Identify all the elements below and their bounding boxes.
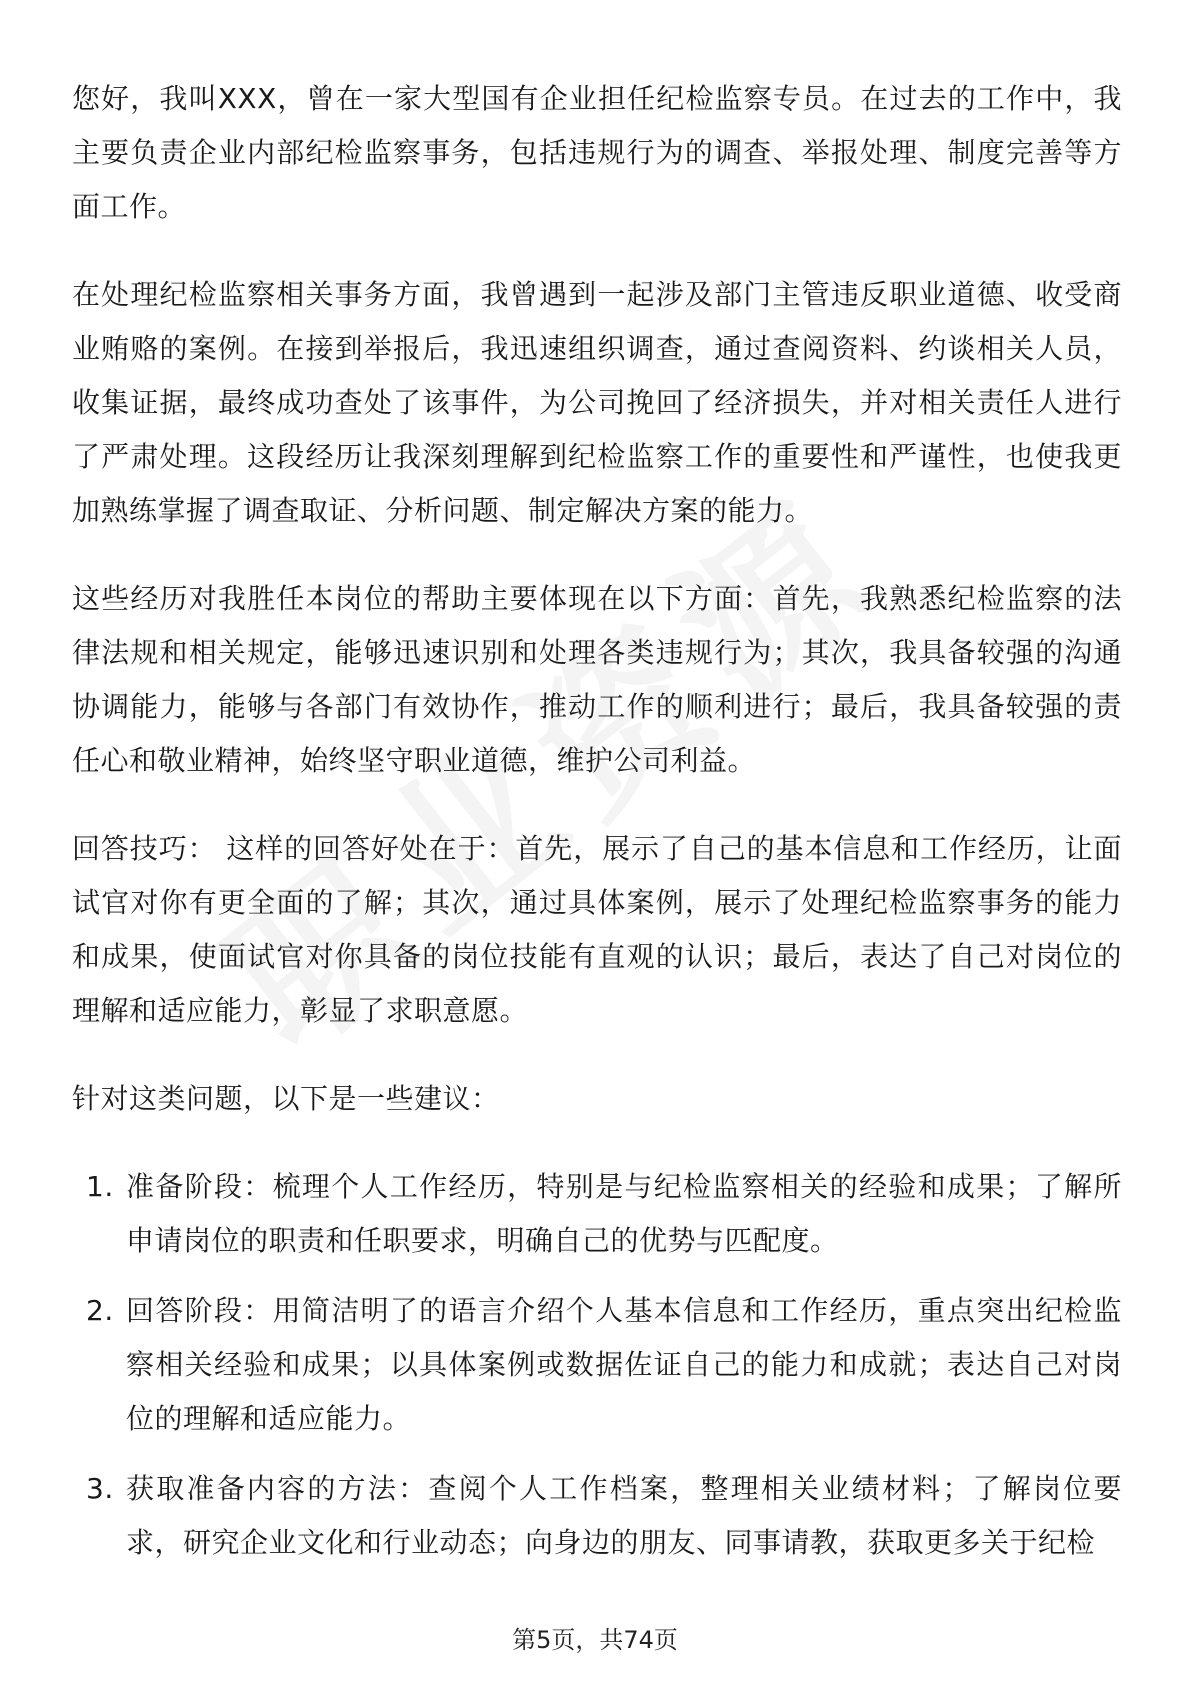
list-item bbox=[72, 1284, 1122, 1446]
list-item-text: 获取准备内容的方法：查阅个人工作档案，整理相关业绩材料；了解岗位要求，研究企业文化和行业动态；向身边的朋友、同事请教，获取更多关于纪检 bbox=[126, 1472, 1122, 1559]
list-item-number: 3. bbox=[86, 1472, 114, 1505]
paragraph-case: 在处理纪检监察相关事务方面，我曾遇到一起涉及部门主管违反职业道德、收受商业贿赂的案例。在接到举报后，我迅速组织调查，通过查阅资料、约谈相关人员，收集证据，最终成功查处了该事件，为公司挽回了经济损失，并对相关责任人进行了严肃处理。这段经历让我深刻理解到纪检监察工作的重要性和严谨性，也使我更加熟练掌握了调查取证、分析问题、制定解决方案的能力。 bbox=[72, 278, 1122, 527]
paragraph-intro: 您好，我叫XXX，曾在一家大型国有企业担任纪检监察专员。在过去的工作中，我主要负责企业内部纪检监察事务，包括违规行为的调查、举报处理、制度完善等方面工作。 bbox=[72, 82, 1122, 223]
document-page bbox=[72, 72, 1122, 1586]
list-item-text: 准备阶段：梳理个人工作经历，特别是与纪检监察相关的经验和成果；了解所申请岗位的职责和任职要求，明确自己的优势与匹配度。 bbox=[126, 1170, 1122, 1257]
paragraph-tips: 回答技巧： 这样的回答好处在于：首先，展示了自己的基本信息和工作经历，让面试官对你有更全面的了解；其次，通过具体案例，展示了处理纪检监察事务的能力和成果，使面试官对你具备的岗位技能有直观的认识；最后，表达了自己对岗位的理解和适应能力，彰显了求职意愿。 bbox=[72, 832, 1122, 1027]
page-footer: 第5页，共74页 bbox=[512, 1626, 678, 1654]
list-item-text: 回答阶段：用简洁明了的语言介绍个人基本信息和工作经历，重点突出纪检监察相关经验和成果；以具体案例或数据佐证自己的能力和成就；表达自己对岗位的理解和适应能力。 bbox=[126, 1294, 1122, 1435]
paragraph-strengths: 这些经历对我胜任本岗位的帮助主要体现在以下方面：首先，我熟悉纪检监察的法律法规和相关规定，能够迅速识别和处理各类违规行为；其次，我具备较强的沟通协调能力，能够与各部门有效协作，推动工作的顺利进行；最后，我具备较强的责任心和敬业精神，始终坚守职业道德，维护公司利益。 bbox=[72, 582, 1122, 777]
list-item bbox=[72, 1462, 1122, 1570]
list-item-number: 1. bbox=[86, 1170, 114, 1203]
list-item-number: 2. bbox=[86, 1294, 114, 1327]
paragraph-suggestions-lead: 针对这类问题，以下是一些建议： bbox=[72, 1082, 500, 1115]
list-item bbox=[72, 1160, 1122, 1268]
suggestion-list bbox=[72, 1160, 1122, 1570]
